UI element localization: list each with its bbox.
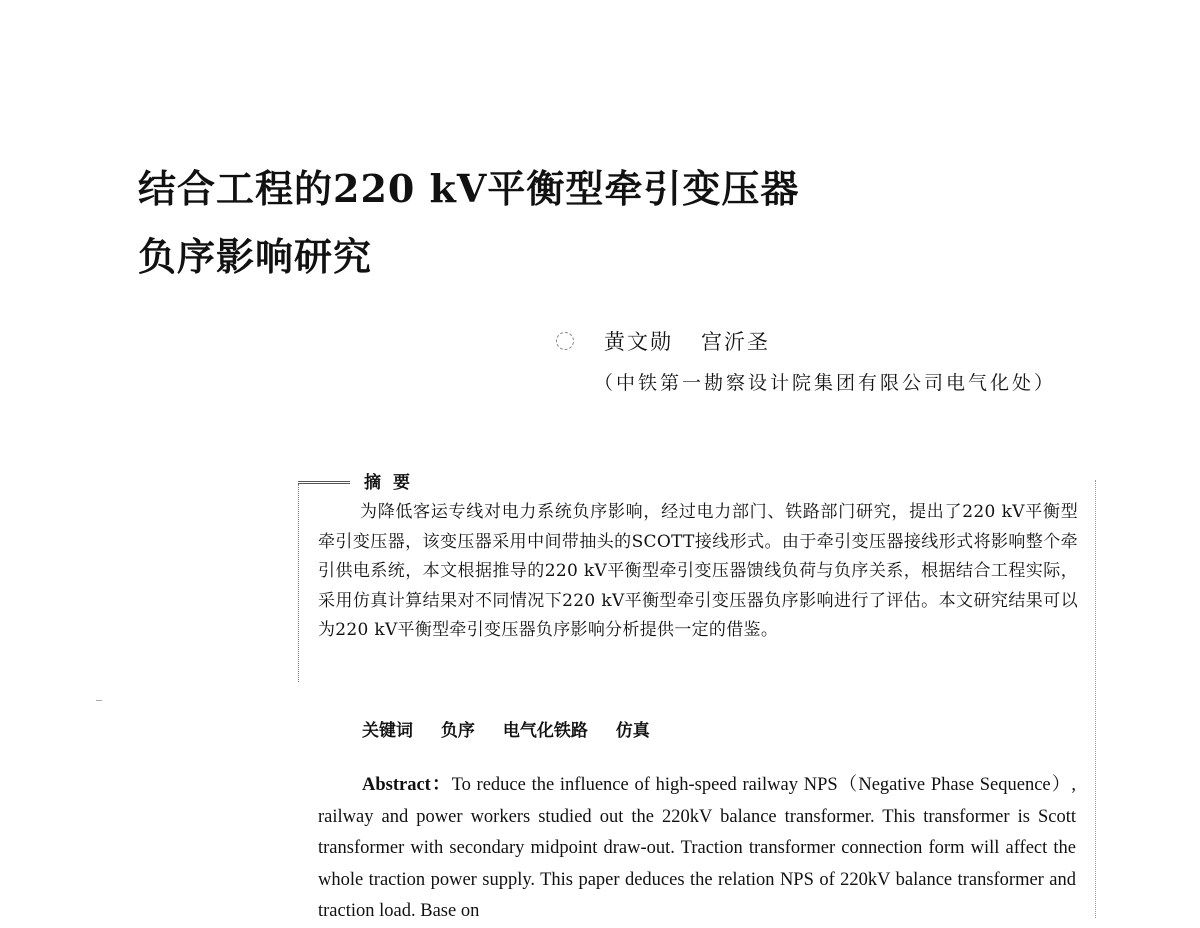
author-affiliation: （中铁第一勘察设计院集团有限公司电气化处）: [594, 372, 1057, 394]
english-abstract-separator: ：: [430, 775, 452, 795]
paper-title-line-2: 负序影响研究: [138, 234, 373, 279]
english-abstract-label: Abstract: [362, 775, 431, 795]
english-abstract: [318, 770, 1076, 928]
english-abstract-text: To reduce the influence of high-speed railway NPS（Negative Phase Sequence）, railway and power workers studied out the 220kV balance transformer. This transformer is Scott transformer with secondary midpoint draw-out. Traction transformer connection form will affect the whole traction power supply. This paper deduces the relation NPS of 220kV balance transformer and traction load. Base on: [318, 775, 1076, 921]
keywords: [362, 716, 672, 741]
abstract-right-rule: [1095, 480, 1096, 918]
author-bullet-icon: [556, 332, 574, 350]
abstract-heading: 摘要: [364, 473, 422, 493]
author-name: 宫沂圣: [701, 330, 770, 354]
keyword: 负序: [440, 721, 475, 741]
author-name: 黄文勋: [604, 330, 673, 354]
abstract-top-rule: [298, 481, 350, 484]
author-line: [556, 326, 798, 356]
keyword: 电气化铁路: [502, 721, 588, 741]
keywords-label: 关键词: [362, 721, 413, 741]
abstract-box: [298, 473, 1096, 921]
keyword: 仿真: [615, 721, 650, 741]
chinese-abstract: 为降低客运专线对电力系统负序影响，经过电力部门、铁路部门研究，提出了220 kV平衡型牵引变压器，该变压器采用中间带抽头的SCOTT接线形式。由于牵引变压器接线形式将影响整个牵引供电系统，本文根据推导的220 kV平衡型牵引变压器馈线负荷与负序关系，根据结合工程实际，采用仿真计算结果对不同情况下220 kV平衡型牵引变压器负序影响进行了评估。本文研究结果可以为220 kV平衡型牵引变压器负序影响分析提供一定的借鉴。: [318, 502, 1078, 640]
margin-tick: [96, 700, 102, 701]
abstract-left-rule: [298, 484, 299, 682]
paper-title-line-1: 结合工程的220 kV平衡型牵引变压器: [138, 166, 800, 211]
